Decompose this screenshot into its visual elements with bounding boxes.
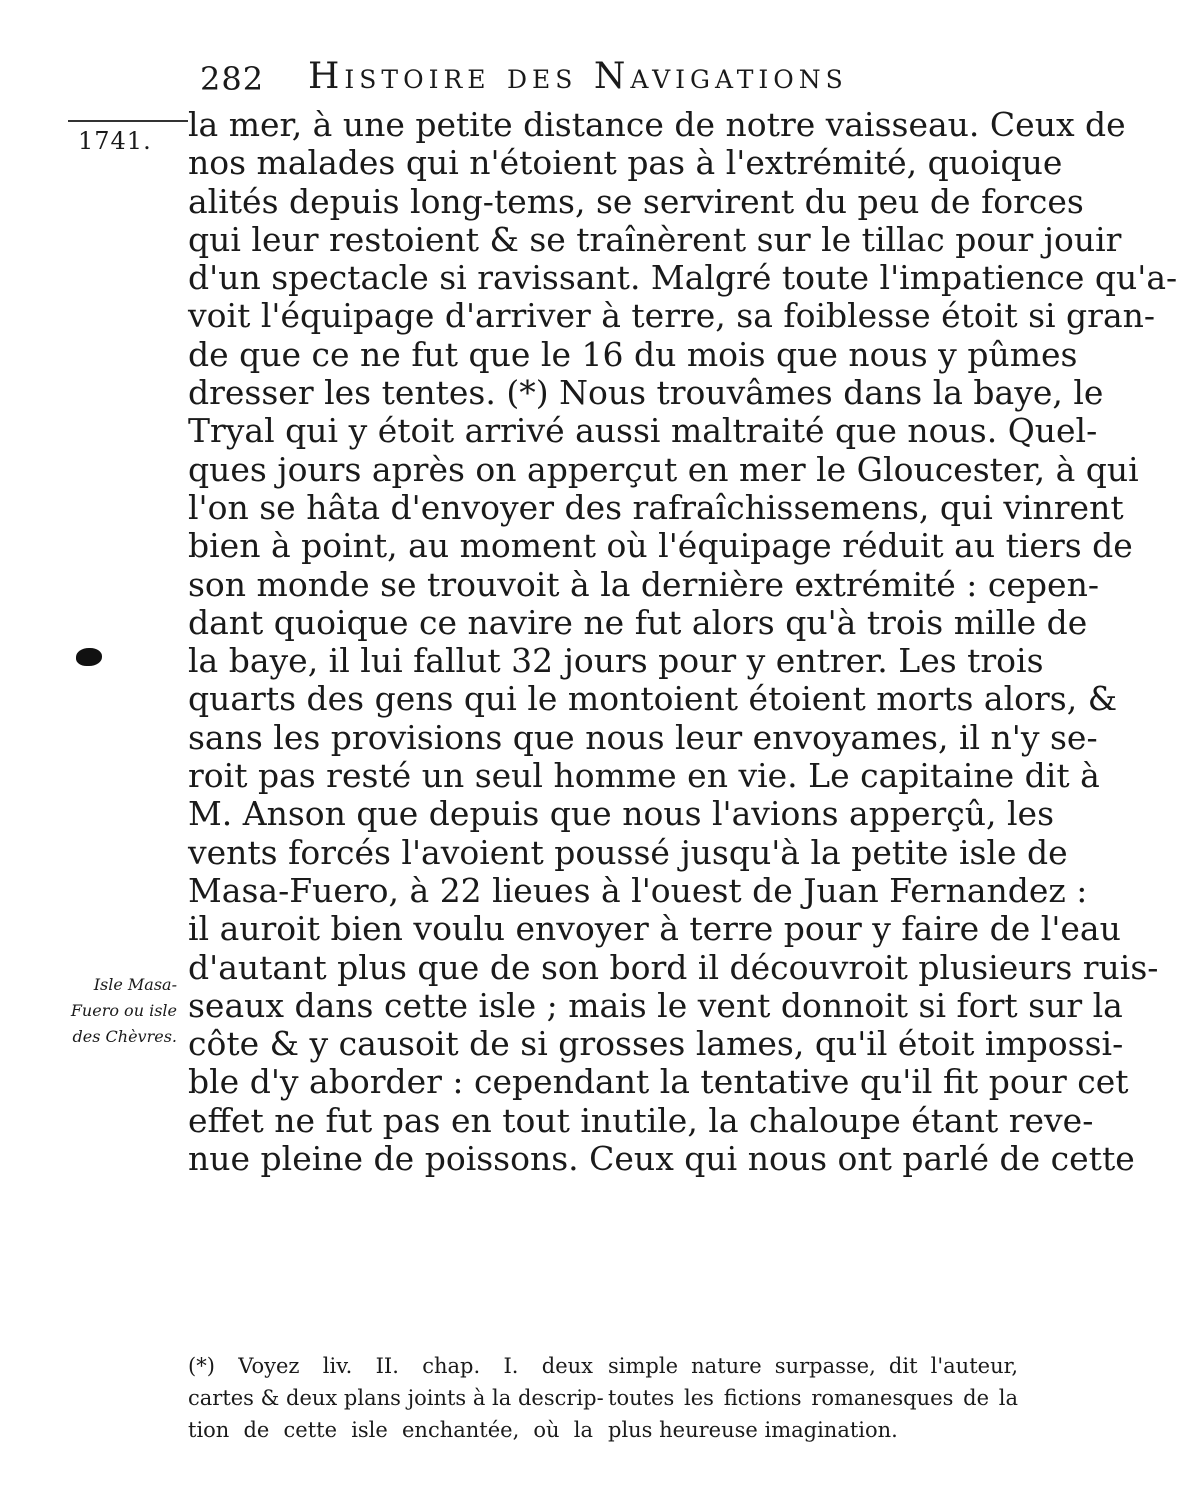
text-line: nos malades qui n'étoient pas à l'extrémité, quoique: [188, 143, 1063, 183]
margin-year: 1741.: [78, 127, 152, 155]
text-line: il auroit bien voulu envoyer à terre pour y faire de l'eau: [188, 909, 1121, 949]
text-line: de que ce ne fut que le 16 du mois que nous y pûmes: [188, 334, 1078, 374]
header-rule: [68, 120, 188, 122]
text-line: ble d'y aborder : cependant la tentative qu'il fit pour cet: [188, 1062, 1129, 1102]
ink-blot: [76, 648, 102, 666]
text-line: la mer, à une petite distance de notre vaisseau. Ceux de: [188, 105, 1126, 144]
text-line: quarts des gens qui le montoient étoient morts alors, &: [188, 679, 1118, 719]
text-line: bien à point, au moment où l'équipage réduit au tiers de: [188, 526, 1133, 566]
text-line: son monde se trouvoit à la dernière extrémité : cepen-: [188, 564, 1099, 604]
footnote-left-column: [188, 1350, 604, 1446]
text-line: qui leur restoient & se traînèrent sur le tillac pour jouir: [188, 219, 1122, 259]
text-line: nue pleine de poissons. Ceux qui nous ont parlé de cette: [188, 1139, 1135, 1179]
text-line: voit l'équipage d'arriver à terre, sa foiblesse étoit si gran-: [188, 296, 1156, 336]
page-header: [200, 52, 960, 100]
text-line: sans les provisions que nous leur envoyames, il n'y se-: [188, 717, 1098, 757]
footnote-line: cartes & deux plans joints à la descrip-: [188, 1386, 604, 1410]
footnote-line: toutes les fictions romanesques de la: [608, 1386, 1018, 1410]
text-line: vents forcés l'avoient poussé jusqu'à la petite isle de: [188, 832, 1068, 872]
text-line: M. Anson que depuis que nous l'avions apperçû, les: [188, 794, 1055, 834]
footnote-line: simple nature surpasse, dit l'auteur,: [608, 1354, 1018, 1378]
text-line: roit pas resté un seul homme en vie. Le capitaine dit à: [188, 756, 1100, 796]
text-line: seaux dans cette isle ; mais le vent donnoit si fort sur la: [188, 985, 1123, 1025]
running-title: Histoire des Navigations: [308, 56, 848, 97]
text-line: Masa-Fuero, à 22 lieues à l'ouest de Juan Fernandez :: [188, 870, 1088, 910]
footnote-line: tion de cette isle enchantée, où la: [188, 1418, 593, 1442]
text-line: d'autant plus que de son bord il découvroit plusieurs ruis-: [188, 947, 1159, 987]
body-text: [188, 105, 1177, 1179]
text-line: effet ne fut pas en tout inutile, la chaloupe étant reve-: [188, 1100, 1094, 1140]
text-line: ques jours après on apperçut en mer le Gloucester, à qui: [188, 449, 1139, 489]
footnote-line: (*) Voyez liv. II. chap. I. deux: [188, 1354, 593, 1378]
margin-note: Isle Masa-Fuero ou isle des Chèvres.: [70, 975, 177, 1046]
text-line: la baye, il lui fallut 32 jours pour y entrer. Les trois: [188, 641, 1044, 681]
text-line: dresser les tentes. (*) Nous trouvâmes dans la baye, le: [188, 373, 1104, 413]
text-line: Tryal qui y étoit arrivé aussi maltraité que nous. Quel-: [188, 411, 1098, 451]
footnote-line: plus heureuse imagination.: [608, 1418, 898, 1442]
text-line: d'un spectacle si ravissant. Malgré toute l'impatience qu'a-: [188, 258, 1177, 298]
text-line: dant quoique ce navire ne fut alors qu'à trois mille de: [188, 602, 1088, 642]
text-line: l'on se hâta d'envoyer des rafraîchissemens, qui vinrent: [188, 487, 1124, 527]
text-line: alités depuis long-tems, se servirent du peu de forces: [188, 181, 1084, 221]
page-number: 282: [200, 60, 265, 98]
footnote-right-column: [608, 1350, 1018, 1446]
text-line: côte & y causoit de si grosses lames, qu'il étoit impossi-: [188, 1024, 1124, 1064]
